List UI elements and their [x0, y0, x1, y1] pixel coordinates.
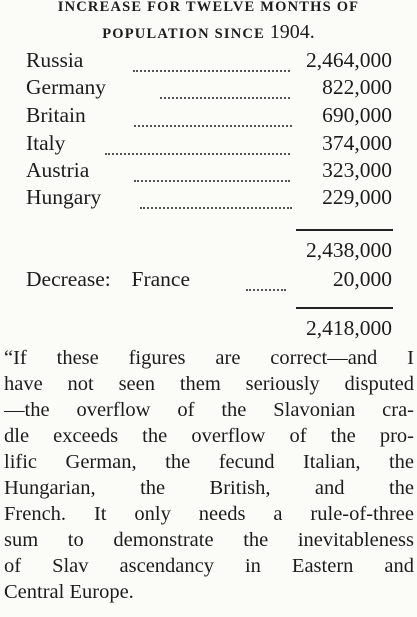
sum-rule: [296, 229, 393, 231]
table-row: [0, 185, 417, 215]
leader-dots: [140, 205, 292, 209]
grand-total-row: [0, 316, 417, 346]
country-value: 323,000: [322, 158, 392, 182]
paragraph-line: sum to demonstrate the inevitableness: [4, 529, 414, 551]
country-name: Italy: [26, 131, 66, 155]
decrease-country: France: [131, 267, 190, 291]
paragraph-line: “If these figures are correct—and I: [4, 347, 414, 369]
table-row: [0, 103, 417, 133]
country-name: Austria: [26, 158, 90, 182]
country-value: 822,000: [322, 75, 392, 99]
country-value: 374,000: [322, 131, 392, 155]
country-name: Germany: [26, 75, 106, 99]
grand-total-value: 2,418,000: [306, 316, 392, 340]
leader-dots: [134, 178, 290, 182]
table-heading-year: 1904.: [269, 21, 315, 43]
country-value: 229,000: [322, 185, 392, 209]
decrease-value: 20,000: [332, 267, 392, 291]
paragraph-line: have not seen them seriously disputed: [4, 373, 414, 395]
decrease-row: [0, 267, 417, 297]
table-row: [0, 75, 417, 105]
subtotal-value: 2,438,000: [306, 238, 392, 262]
decrease-word: Decrease:: [26, 267, 111, 291]
country-value: 690,000: [322, 103, 392, 127]
paragraph-line: of Slav ascendancy in Eastern and: [4, 555, 414, 577]
subtotal-row: [0, 238, 417, 268]
table-heading-line-2: [0, 21, 417, 44]
leader-dots: [134, 123, 292, 127]
table-heading-text: POPULATION SINCE: [102, 26, 265, 42]
paragraph-line: Central Europe.: [4, 581, 134, 603]
paragraph-line: lific German, the fecund Italian, the: [4, 451, 414, 473]
decrease-label: [26, 267, 190, 292]
country-name: Russia: [26, 48, 84, 72]
leader-dots: [133, 68, 290, 72]
country-name: Britain: [26, 103, 86, 127]
table-heading-line-1: INCREASE FOR TWELVE MONTHS OF: [57, 0, 360, 15]
paragraph-line: —the overflow of the Slavonian cra-: [4, 399, 414, 421]
table-row: [0, 158, 417, 188]
leader-dots: [105, 151, 290, 155]
country-name: Hungary: [26, 185, 102, 209]
table-row: [0, 131, 417, 161]
country-value: 2,464,000: [306, 48, 392, 72]
table-row: [0, 48, 417, 78]
sum-rule: [296, 307, 393, 309]
leader-dots: [160, 95, 290, 99]
paragraph-line: dle exceeds the overflow of the pro-: [4, 425, 414, 447]
paragraph-line: French. It only needs a rule-of-three: [4, 503, 414, 525]
leader-dots: [246, 287, 286, 291]
paragraph-line: Hungarian, the British, and the: [4, 477, 414, 499]
